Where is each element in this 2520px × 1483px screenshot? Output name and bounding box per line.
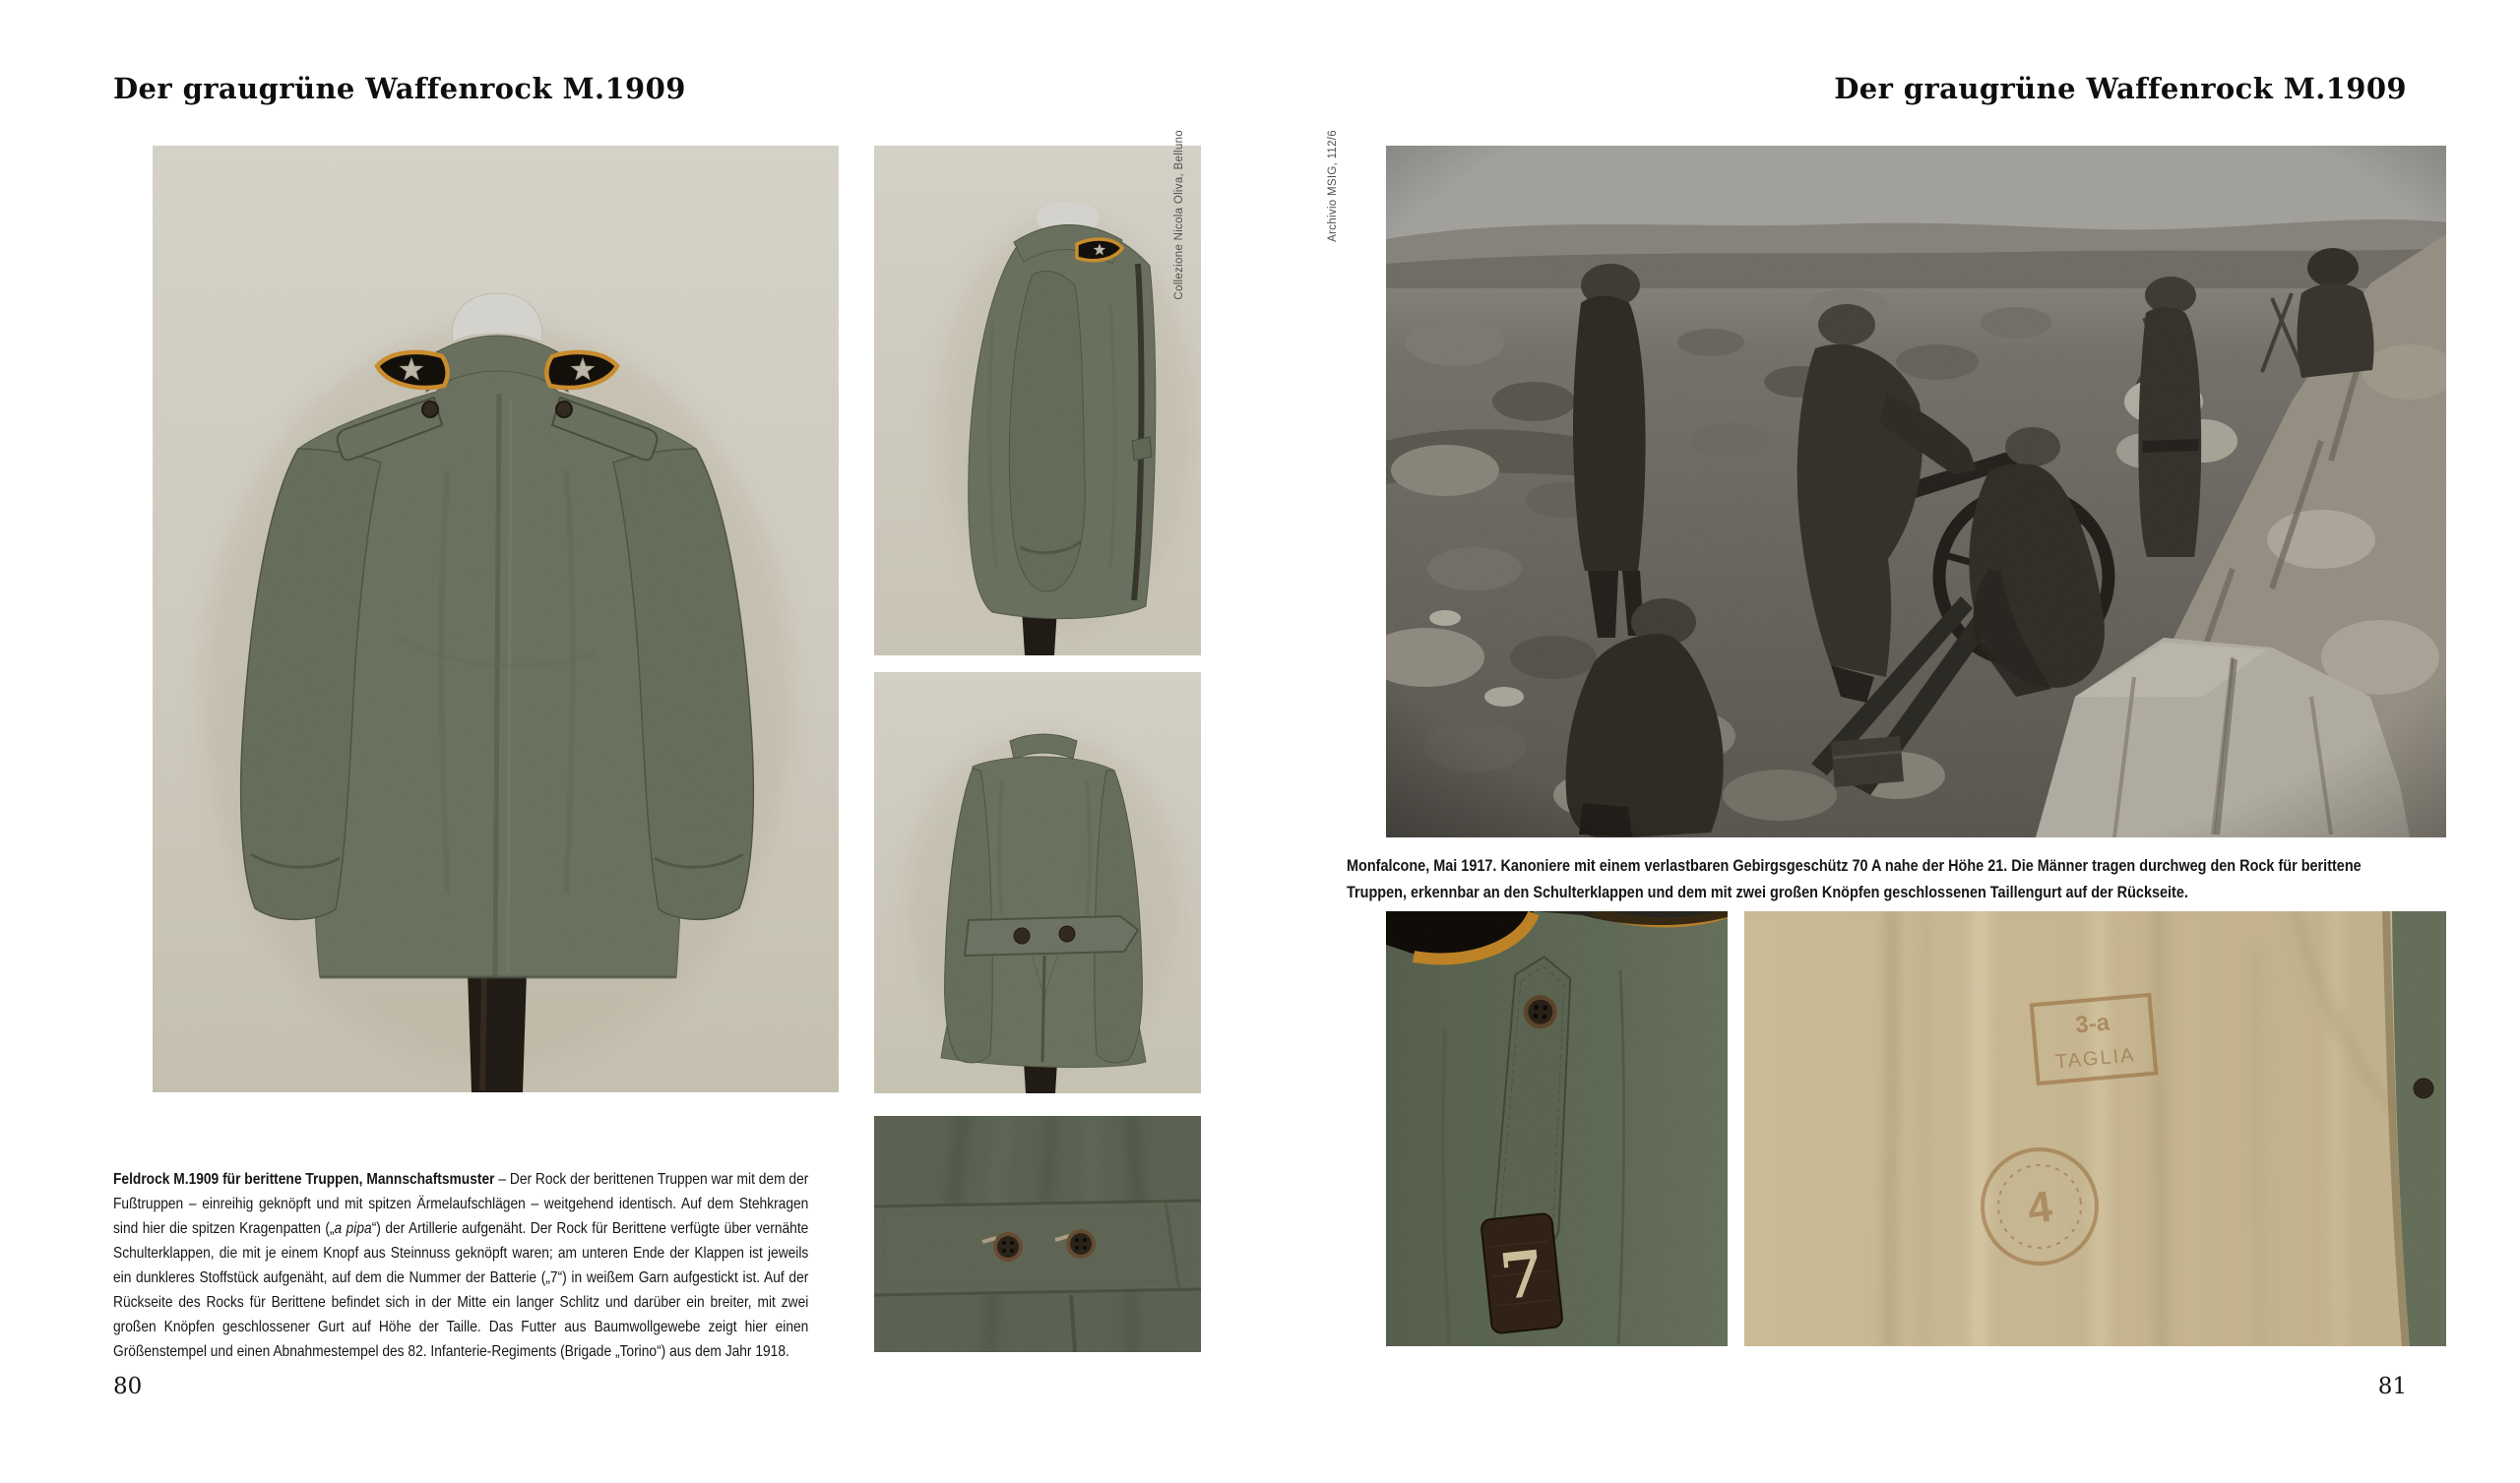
shoulder-detail-illustration — [1386, 911, 1728, 1346]
page-number-left: 80 — [113, 1374, 143, 1399]
war-photo-caption: Monfalcone, Mai 1917. Kanoniere mit einem verlastbaren Gebirgsgeschütz 70 A nahe der Höhe 21. Die Männer tragen durchweg den Rock für berittene Truppen, erkennbar an den Schulterklappen und dem mit zwei großen Knöpfen geschlossenen Taillengurt auf der Rückseite. — [1347, 856, 2362, 901]
jacket-front-illustration — [153, 146, 839, 1092]
jacket-side-illustration — [874, 146, 1201, 655]
photo-jacket-back — [874, 672, 1201, 1093]
photo-belt-detail — [874, 1116, 1201, 1352]
photo-credit-left: Collezione Nicola Oliva, Belluno — [1173, 130, 1185, 300]
photo-credit-right: Archivio MSIG, 112/6 — [1327, 130, 1339, 242]
page-number-right: 81 — [2377, 1374, 2407, 1399]
running-header-right: Der graugrüne Waffenrock M.1909 — [1834, 72, 2407, 106]
belt-detail-illustration — [874, 1116, 1201, 1352]
photo-jacket-side — [874, 146, 1201, 655]
battery-number: 7 — [1496, 1236, 1548, 1316]
size-stamp-line1: 3-a — [2074, 1009, 2111, 1039]
lining-detail-illustration — [1744, 911, 2446, 1346]
photo-war-scene — [1386, 146, 2446, 837]
size-stamp-line2: TAGLIA — [2054, 1044, 2137, 1074]
running-header-left: Der graugrüne Waffenrock M.1909 — [113, 72, 686, 106]
war-scene-illustration — [1386, 146, 2446, 837]
body-text — [113, 1167, 808, 1364]
body-seg1: – Der Rock der berittenen Truppen war mit dem der Fußtruppen – einreihig geknöpft und mit spitzen Ärmelaufschlägen – weitgehend identisch. Auf dem Stehkragen sind hier die spitzen Kragenpatten („ — [113, 1170, 809, 1237]
photo-shoulder-strap-detail — [1386, 911, 1728, 1346]
photo-lining-detail — [1744, 911, 2446, 1346]
body-lead: Feldrock M.1909 für berittene Truppen, Mannschaftsmuster — [113, 1170, 495, 1188]
jacket-back-illustration — [874, 672, 1201, 1093]
inspection-stamp-number: 4 — [2024, 1182, 2055, 1234]
body-seg2: “) der Artillerie aufgenäht. Der Rock für Berittene verfügte über vernähte Schulterklappen, die mit je einem Knopf aus Steinnuss geknöpft waren; am unteren Ende der Klappen ist jeweils ein dunkleres Stoffstück aufgenäht, auf dem die Nummer der Batterie („7“) in weißem Garn aufgestickt ist. Auf der Rückseite des Rocks für Berittene befindet sich in der Mitte ein langer Schlitz und darüber ein breiter, mit zwei großen Knöpfen geschlossener Gurt auf Höhe der Taille. Das Futter aus Baumwollgewebe zeigt hier einen Größenstempel und einen Abnahmestempel des 82. Infanterie-Regiments (Brigade „Torino“) aus dem Jahr 1918. — [113, 1219, 809, 1360]
body-italic: a pipa — [334, 1219, 372, 1237]
photo-jacket-front — [153, 146, 839, 1092]
